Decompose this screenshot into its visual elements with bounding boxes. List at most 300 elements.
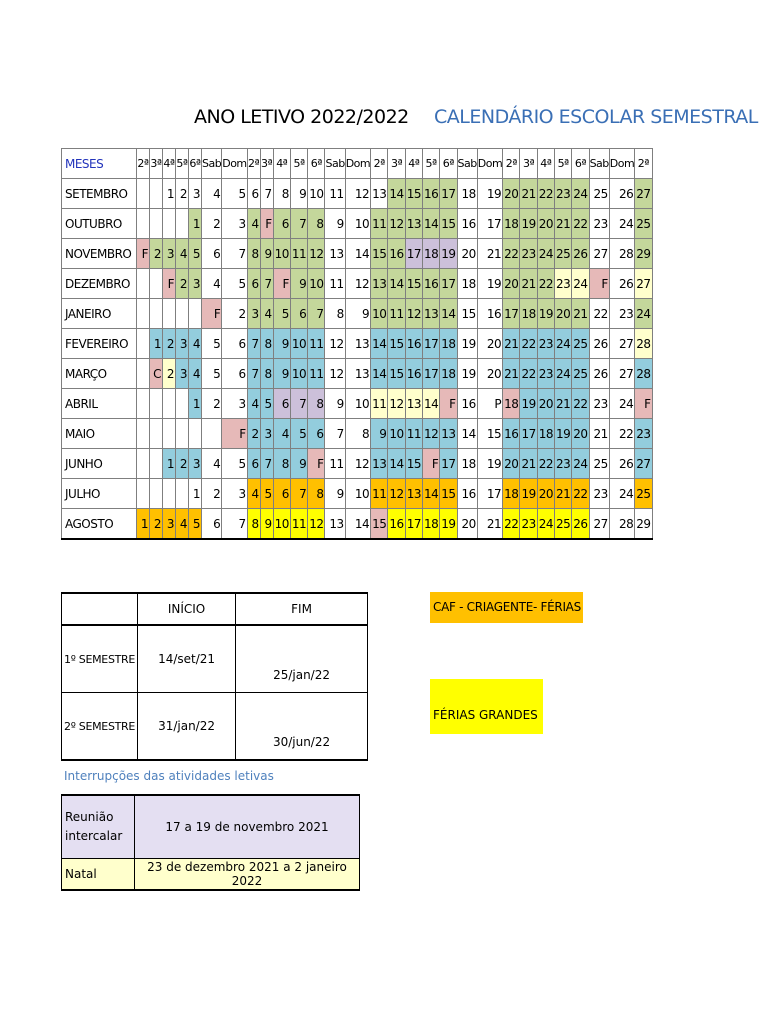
day-cell: 9 xyxy=(325,389,345,419)
semester-1-end: 25/jan/22 xyxy=(236,625,368,693)
day-cell: 23 xyxy=(537,329,554,359)
day-cell: 14 xyxy=(440,299,457,329)
day-cell: 9 xyxy=(345,299,370,329)
day-cell: 11 xyxy=(308,359,325,389)
day-cell: 28 xyxy=(635,329,652,359)
day-cell: 5 xyxy=(260,389,273,419)
day-cell: 12 xyxy=(405,299,422,329)
day-cell: 26 xyxy=(609,179,634,209)
day-cell: F xyxy=(137,239,150,269)
day-cell: 4 xyxy=(202,269,222,299)
day-cell: 19 xyxy=(457,359,477,389)
day-cell: 24 xyxy=(537,239,554,269)
day-cell: 2 xyxy=(247,419,260,449)
day-cell: 22 xyxy=(520,329,537,359)
day-cell: 19 xyxy=(520,209,537,239)
interruptions-title: Interrupções das atividades letivas xyxy=(64,769,274,783)
day-cell xyxy=(189,299,202,329)
day-cell: 21 xyxy=(503,329,520,359)
day-cell: 13 xyxy=(325,509,345,540)
semester-table xyxy=(61,592,368,761)
day-cell: 1 xyxy=(189,389,202,419)
day-cell: 2 xyxy=(176,449,189,479)
day-cell: 17 xyxy=(477,479,502,509)
day-cell: 24 xyxy=(555,359,572,389)
day-cell: 21 xyxy=(520,449,537,479)
day-cell: 17 xyxy=(405,239,422,269)
weekday-header: Dom xyxy=(345,149,370,179)
day-cell: 6 xyxy=(222,329,247,359)
months-header: MESES xyxy=(62,149,137,179)
day-cell: 11 xyxy=(290,509,307,540)
day-cell: 19 xyxy=(477,269,502,299)
day-cell: 7 xyxy=(222,239,247,269)
day-cell: 25 xyxy=(635,479,652,509)
day-cell: 22 xyxy=(503,509,520,540)
day-cell: 24 xyxy=(609,389,634,419)
day-cell: 22 xyxy=(609,419,634,449)
day-cell: 9 xyxy=(273,329,290,359)
day-cell: 6 xyxy=(290,299,307,329)
day-cell: 6 xyxy=(222,359,247,389)
day-cell: 15 xyxy=(457,299,477,329)
day-cell: 12 xyxy=(388,209,405,239)
day-cell: 5 xyxy=(222,179,247,209)
day-cell: 15 xyxy=(405,269,422,299)
month-row xyxy=(62,419,653,449)
day-cell: C xyxy=(150,359,163,389)
day-cell: 21 xyxy=(572,299,589,329)
day-cell: 15 xyxy=(440,209,457,239)
day-cell: 6 xyxy=(247,269,260,299)
day-cell: 23 xyxy=(555,179,572,209)
day-cell: 8 xyxy=(273,179,290,209)
semester-2-start: 31/jan/22 xyxy=(138,693,236,761)
day-cell: 12 xyxy=(325,359,345,389)
day-cell: 18 xyxy=(440,359,457,389)
day-cell: 7 xyxy=(260,449,273,479)
day-cell: 20 xyxy=(555,299,572,329)
day-cell: 7 xyxy=(290,479,307,509)
day-cell: 8 xyxy=(345,419,370,449)
day-cell: 4 xyxy=(247,479,260,509)
day-cell: 14 xyxy=(371,329,388,359)
day-cell: 20 xyxy=(477,329,502,359)
day-cell: 15 xyxy=(440,479,457,509)
day-cell: 6 xyxy=(247,449,260,479)
day-cell: 18 xyxy=(457,179,477,209)
day-cell: 5 xyxy=(202,359,222,389)
month-name: MAIO xyxy=(62,419,137,449)
day-cell: 5 xyxy=(290,419,307,449)
day-cell: 7 xyxy=(222,509,247,540)
day-cell xyxy=(150,419,163,449)
day-cell: 10 xyxy=(273,509,290,540)
day-cell: 7 xyxy=(247,329,260,359)
day-cell: 25 xyxy=(589,179,609,209)
month-name: SETEMBRO xyxy=(62,179,137,209)
day-cell: 25 xyxy=(572,359,589,389)
day-cell: 12 xyxy=(345,269,370,299)
weekday-header: 4ª xyxy=(273,149,290,179)
interruption-2-label: Natal xyxy=(62,859,135,891)
day-cell: 27 xyxy=(635,449,652,479)
day-cell: 20 xyxy=(457,509,477,540)
day-cell: 26 xyxy=(572,509,589,540)
day-cell: 11 xyxy=(325,179,345,209)
day-cell: 3 xyxy=(260,419,273,449)
day-cell: 23 xyxy=(537,359,554,389)
day-cell: 24 xyxy=(635,299,652,329)
header-inicio: INÍCIO xyxy=(138,593,236,625)
header-fim: FIM xyxy=(236,593,368,625)
day-cell: 22 xyxy=(537,269,554,299)
day-cell: 8 xyxy=(260,359,273,389)
day-cell: 24 xyxy=(572,269,589,299)
day-cell: 3 xyxy=(189,449,202,479)
day-cell: 28 xyxy=(635,359,652,389)
day-cell: 26 xyxy=(609,269,634,299)
day-cell: 8 xyxy=(247,239,260,269)
day-cell: 1 xyxy=(150,329,163,359)
interruption-1-value: 17 a 19 de novembro 2021 xyxy=(135,795,360,859)
day-cell: 17 xyxy=(440,449,457,479)
day-cell: 24 xyxy=(609,479,634,509)
day-cell: F xyxy=(222,419,247,449)
weekday-header: Sab xyxy=(325,149,345,179)
semester-1-label: 1º SEMESTRE xyxy=(62,625,138,693)
weekday-header: 3ª xyxy=(260,149,273,179)
day-cell xyxy=(137,389,150,419)
day-cell: 9 xyxy=(325,479,345,509)
day-cell: 13 xyxy=(371,449,388,479)
day-cell: 1 xyxy=(163,449,176,479)
day-cell: 26 xyxy=(589,329,609,359)
day-cell: 14 xyxy=(422,389,439,419)
interruption-1-label: Reunião intercalar xyxy=(62,795,135,859)
day-cell xyxy=(150,389,163,419)
day-cell: 3 xyxy=(247,299,260,329)
day-cell: 24 xyxy=(572,449,589,479)
day-cell: 16 xyxy=(457,209,477,239)
weekday-header: 2ª xyxy=(137,149,150,179)
interruption-2-value: 23 de dezembro 2021 a 2 janeiro 2022 xyxy=(135,859,360,891)
weekday-header: 6ª xyxy=(440,149,457,179)
day-cell: 27 xyxy=(589,509,609,540)
day-cell xyxy=(137,419,150,449)
day-cell: 6 xyxy=(247,179,260,209)
day-cell: 16 xyxy=(457,389,477,419)
day-cell: F xyxy=(260,209,273,239)
month-name: JANEIRO xyxy=(62,299,137,329)
day-cell: 23 xyxy=(555,269,572,299)
day-cell xyxy=(137,359,150,389)
day-cell: 13 xyxy=(345,329,370,359)
day-cell: 21 xyxy=(555,479,572,509)
day-cell: 29 xyxy=(635,239,652,269)
day-cell: 4 xyxy=(202,449,222,479)
day-cell: 22 xyxy=(589,299,609,329)
day-cell: 2 xyxy=(163,359,176,389)
month-row xyxy=(62,359,653,389)
day-cell: 23 xyxy=(589,209,609,239)
day-cell: 16 xyxy=(388,239,405,269)
day-cell: 5 xyxy=(189,239,202,269)
day-cell: 18 xyxy=(520,299,537,329)
day-cell: 3 xyxy=(222,479,247,509)
day-cell: 24 xyxy=(537,509,554,540)
day-cell: 12 xyxy=(422,419,439,449)
day-cell: 23 xyxy=(635,419,652,449)
day-cell: 11 xyxy=(388,299,405,329)
day-cell: 6 xyxy=(308,419,325,449)
weekday-header: 3ª xyxy=(150,149,163,179)
day-cell: 20 xyxy=(537,479,554,509)
day-cell: 2 xyxy=(150,239,163,269)
day-cell: 16 xyxy=(503,419,520,449)
day-cell: 22 xyxy=(520,359,537,389)
day-cell: 18 xyxy=(422,509,439,540)
day-cell: 23 xyxy=(589,479,609,509)
day-cell: 2 xyxy=(176,269,189,299)
day-cell: 4 xyxy=(189,329,202,359)
day-cell: 5 xyxy=(273,299,290,329)
day-cell: 10 xyxy=(308,269,325,299)
day-cell: 3 xyxy=(176,359,189,389)
day-cell: 3 xyxy=(176,329,189,359)
day-cell: 8 xyxy=(260,329,273,359)
day-cell xyxy=(176,419,189,449)
day-cell: 2 xyxy=(202,479,222,509)
month-row xyxy=(62,509,653,540)
weekday-header: 6ª xyxy=(189,149,202,179)
day-cell: 3 xyxy=(163,509,176,540)
day-cell: 13 xyxy=(405,389,422,419)
day-cell: 9 xyxy=(290,449,307,479)
day-cell: 21 xyxy=(589,419,609,449)
day-cell: 28 xyxy=(609,239,634,269)
weekday-header: Dom xyxy=(609,149,634,179)
month-name: ABRIL xyxy=(62,389,137,419)
month-row xyxy=(62,449,653,479)
day-cell: 7 xyxy=(290,209,307,239)
month-name: AGOSTO xyxy=(62,509,137,540)
day-cell: 9 xyxy=(325,209,345,239)
weekday-header: Sab xyxy=(589,149,609,179)
weekday-header: Dom xyxy=(222,149,247,179)
day-cell: 10 xyxy=(308,179,325,209)
page-title: ANO LETIVO 2022/2022 xyxy=(194,106,409,128)
day-cell: 5 xyxy=(260,479,273,509)
day-cell: 26 xyxy=(589,359,609,389)
day-cell: 16 xyxy=(405,359,422,389)
day-cell: 8 xyxy=(308,479,325,509)
day-cell: 7 xyxy=(247,359,260,389)
day-cell: 18 xyxy=(503,209,520,239)
weekday-header: 2ª xyxy=(371,149,388,179)
day-cell xyxy=(176,209,189,239)
day-cell: 27 xyxy=(609,329,634,359)
day-cell: 10 xyxy=(345,389,370,419)
day-cell: 12 xyxy=(388,479,405,509)
day-cell: 8 xyxy=(247,509,260,540)
day-cell: 7 xyxy=(290,389,307,419)
day-cell: 19 xyxy=(537,299,554,329)
day-cell: 9 xyxy=(290,179,307,209)
day-cell xyxy=(163,389,176,419)
day-cell: 9 xyxy=(273,359,290,389)
day-cell: 27 xyxy=(635,179,652,209)
day-cell: 17 xyxy=(422,359,439,389)
day-cell: 21 xyxy=(477,239,502,269)
day-cell: 19 xyxy=(520,389,537,419)
day-cell: 7 xyxy=(260,269,273,299)
day-cell: 18 xyxy=(537,419,554,449)
day-cell: 7 xyxy=(260,179,273,209)
weekday-header: 6ª xyxy=(572,149,589,179)
day-cell: 10 xyxy=(273,239,290,269)
day-cell: 10 xyxy=(371,299,388,329)
day-cell: 2 xyxy=(150,509,163,540)
day-cell: 26 xyxy=(572,239,589,269)
day-cell: 21 xyxy=(503,359,520,389)
day-cell xyxy=(163,419,176,449)
day-cell: 27 xyxy=(609,359,634,389)
month-name: NOVEMBRO xyxy=(62,239,137,269)
day-cell: 11 xyxy=(325,449,345,479)
weekday-header: 2ª xyxy=(635,149,652,179)
day-cell: 8 xyxy=(325,299,345,329)
day-cell: 9 xyxy=(290,269,307,299)
day-cell: 20 xyxy=(477,359,502,389)
day-cell: 28 xyxy=(609,509,634,540)
semester-2-label: 2º SEMESTRE xyxy=(62,693,138,761)
weekday-header: Sab xyxy=(457,149,477,179)
day-cell: 15 xyxy=(388,359,405,389)
day-cell xyxy=(202,419,222,449)
month-name: JUNHO xyxy=(62,449,137,479)
month-name: MARÇO xyxy=(62,359,137,389)
month-row xyxy=(62,269,653,299)
day-cell: 17 xyxy=(477,209,502,239)
month-name: JULHO xyxy=(62,479,137,509)
day-cell: 23 xyxy=(555,449,572,479)
day-cell: 6 xyxy=(273,209,290,239)
calendar-header-row xyxy=(62,149,653,179)
day-cell: 22 xyxy=(572,389,589,419)
day-cell xyxy=(163,299,176,329)
day-cell: 7 xyxy=(308,299,325,329)
day-cell: 20 xyxy=(572,419,589,449)
weekday-header: 5ª xyxy=(422,149,439,179)
day-cell: 25 xyxy=(589,449,609,479)
day-cell: 18 xyxy=(503,389,520,419)
month-row xyxy=(62,209,653,239)
month-name: DEZEMBRO xyxy=(62,269,137,299)
day-cell: 16 xyxy=(422,269,439,299)
day-cell: 13 xyxy=(371,179,388,209)
day-cell: 22 xyxy=(572,479,589,509)
day-cell: 2 xyxy=(202,209,222,239)
day-cell: 11 xyxy=(325,269,345,299)
day-cell: 26 xyxy=(609,449,634,479)
day-cell: 4 xyxy=(273,419,290,449)
day-cell: 19 xyxy=(440,509,457,540)
day-cell: 27 xyxy=(589,239,609,269)
day-cell: 4 xyxy=(189,359,202,389)
interruptions-table xyxy=(61,794,360,891)
day-cell: 23 xyxy=(609,299,634,329)
day-cell: 22 xyxy=(572,209,589,239)
day-cell: 25 xyxy=(635,209,652,239)
day-cell: 19 xyxy=(477,179,502,209)
day-cell: 8 xyxy=(308,209,325,239)
day-cell: 9 xyxy=(371,419,388,449)
day-cell: 14 xyxy=(422,479,439,509)
day-cell xyxy=(150,479,163,509)
month-row xyxy=(62,239,653,269)
day-cell: 17 xyxy=(405,509,422,540)
day-cell: 13 xyxy=(371,269,388,299)
day-cell: F xyxy=(589,269,609,299)
day-cell: F xyxy=(308,449,325,479)
day-cell: 4 xyxy=(247,209,260,239)
day-cell xyxy=(150,269,163,299)
day-cell: 11 xyxy=(371,209,388,239)
day-cell: 2 xyxy=(176,179,189,209)
day-cell: 4 xyxy=(202,179,222,209)
day-cell: 20 xyxy=(503,449,520,479)
day-cell: F xyxy=(440,389,457,419)
month-row xyxy=(62,479,653,509)
day-cell: 25 xyxy=(555,509,572,540)
day-cell: 17 xyxy=(520,419,537,449)
weekday-header: 4ª xyxy=(405,149,422,179)
day-cell: 9 xyxy=(260,509,273,540)
day-cell: 27 xyxy=(635,269,652,299)
weekday-header: Sab xyxy=(202,149,222,179)
weekday-header: 3ª xyxy=(388,149,405,179)
day-cell: 6 xyxy=(202,509,222,540)
day-cell: 23 xyxy=(589,389,609,419)
day-cell: 24 xyxy=(609,209,634,239)
day-cell: 15 xyxy=(405,179,422,209)
day-cell: 6 xyxy=(273,479,290,509)
month-row xyxy=(62,389,653,419)
day-cell: 3 xyxy=(222,209,247,239)
day-cell xyxy=(150,449,163,479)
day-cell: 5 xyxy=(189,509,202,540)
day-cell: 14 xyxy=(388,179,405,209)
day-cell: 6 xyxy=(273,389,290,419)
day-cell: 15 xyxy=(477,419,502,449)
day-cell: 10 xyxy=(290,359,307,389)
day-cell xyxy=(176,299,189,329)
day-cell: 21 xyxy=(555,389,572,419)
day-cell: 13 xyxy=(345,359,370,389)
day-cell: 17 xyxy=(440,269,457,299)
day-cell xyxy=(189,419,202,449)
day-cell: 29 xyxy=(635,509,652,540)
day-cell xyxy=(137,449,150,479)
day-cell: 12 xyxy=(308,239,325,269)
day-cell: 12 xyxy=(325,329,345,359)
day-cell: 15 xyxy=(371,239,388,269)
day-cell: 3 xyxy=(189,269,202,299)
weekday-header: Dom xyxy=(477,149,502,179)
day-cell: 25 xyxy=(555,239,572,269)
day-cell xyxy=(137,209,150,239)
